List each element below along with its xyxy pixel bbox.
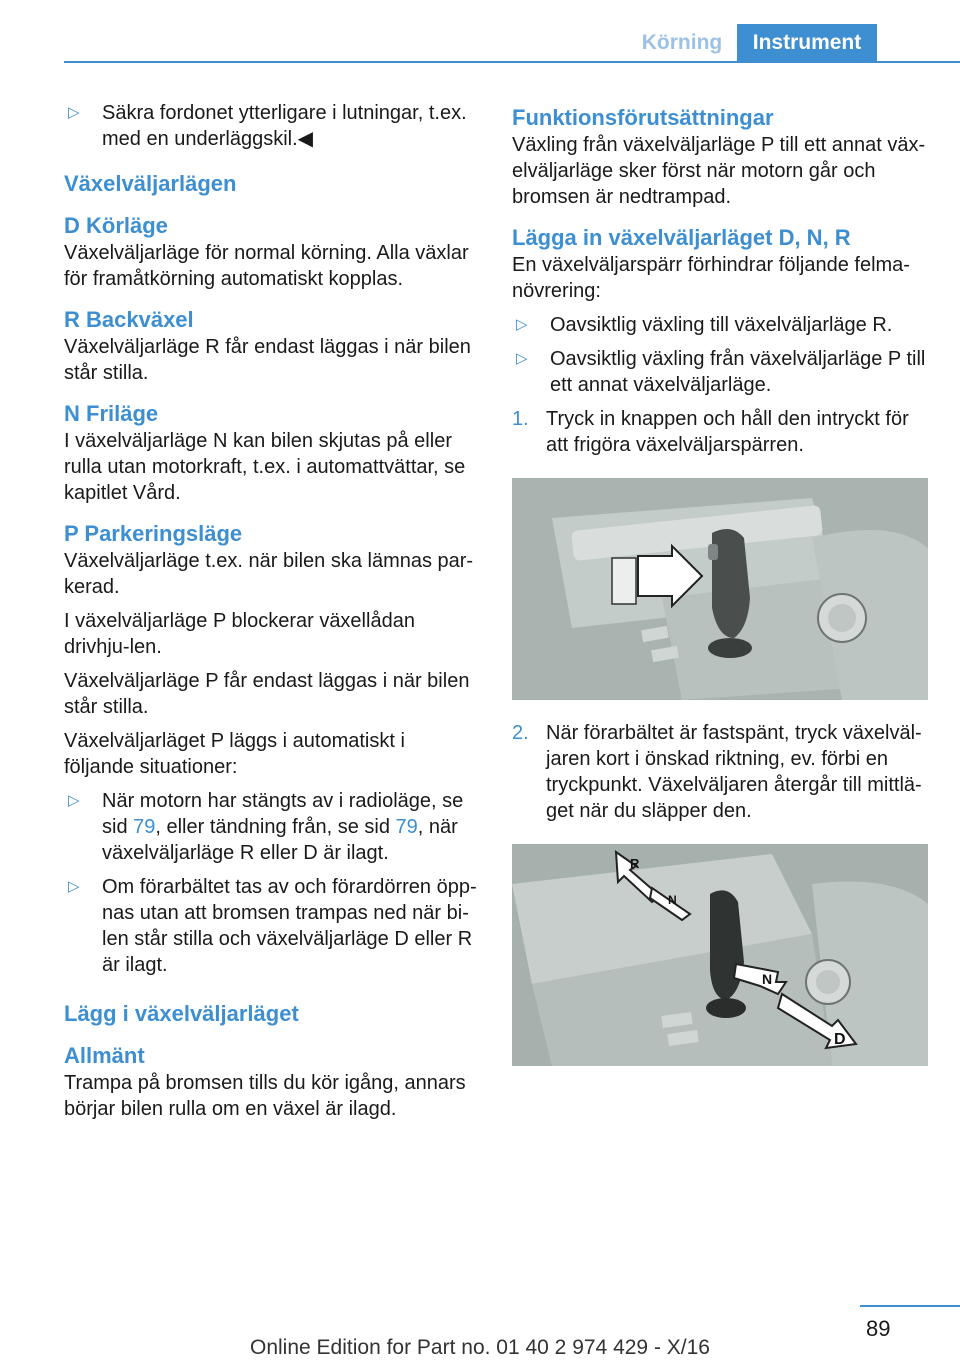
page-reference-link[interactable]: 79 <box>133 816 156 838</box>
step-text: Tryck in knappen och håll den intryckt för att frigöra växelväljarspärren. <box>546 408 909 456</box>
list-item-text: Säkra fordonet ytterligare i lutningar, t.ex. med en underläggskil.◀ <box>102 102 467 150</box>
list-item <box>512 312 928 338</box>
triangle-bullet-icon: ▷ <box>68 104 80 121</box>
heading-general: Allmänt <box>64 1043 145 1068</box>
heading-drive: D Körläge <box>64 213 168 238</box>
paragraph: Växelväljarläge för normal körning. Alla växlar för framåtkörning automatiskt kopplas. <box>64 242 469 290</box>
triangle-bullet-icon: ▷ <box>68 792 80 809</box>
heading-reverse: R Backväxel <box>64 307 194 332</box>
gear-selector-directions-illustration <box>512 844 928 1066</box>
gear-selector-unlock-image <box>512 478 928 700</box>
step-item <box>512 720 928 824</box>
list-item-text: Oavsiktlig växling till växelväljarläge R. <box>550 314 893 336</box>
step-number: 1. <box>512 408 529 430</box>
list-item-text: Om förarbältet tas av och förardörren öpp-nas utan att bromsen trampas ned när bi-len står stilla och växelväljarläge D eller R är ilagt. <box>102 876 477 976</box>
page-number: 89 <box>866 1316 891 1341</box>
paragraph: Växling från växelväljarläge P till ett annat väx-elväljarläge sker först när motorn går och bromsen är nedtrampad. <box>512 134 926 208</box>
heading-park: P Parkeringsläge <box>64 521 243 546</box>
gear-selector-unlock-illustration <box>512 478 928 700</box>
footer-rule <box>860 1305 960 1307</box>
step-text: När förarbältet är fastspänt, tryck växelväl-jaren kort i önskad riktning, ev. förbi en tryckpunkt. Växelväljaren återgår till mittlä-get när du släpper den. <box>546 722 922 822</box>
paragraph: Trampa på bromsen tills du kör igång, annars börjar bilen rulla om en växel är ilagd. <box>64 1072 466 1120</box>
header-chapter-tab: Instrument <box>737 24 877 62</box>
heading-engage: Lägg i växelväljarläget <box>64 1001 299 1026</box>
step-number: 2. <box>512 722 529 744</box>
page-reference-link[interactable]: 79 <box>395 816 418 838</box>
list-item <box>64 100 480 152</box>
right-column <box>512 100 928 1086</box>
paragraph: I växelväljarläge N kan bilen skjutas på eller rulla utan motorkraft, t.ex. i automattvättar, se kapitlet Vård. <box>64 430 466 504</box>
paragraph: I växelväljarläge P blockerar växellådan drivhju-len. <box>64 610 415 658</box>
paragraph: Växelväljarläget P läggs i automatiskt i följande situationer: <box>64 730 405 778</box>
triangle-bullet-icon: ▷ <box>516 316 528 333</box>
direction-n-label: N <box>668 893 677 907</box>
heading-neutral: N Friläge <box>64 401 159 426</box>
left-column <box>64 100 480 1130</box>
paragraph: Växelväljarläge R får endast läggas i när bilen står stilla. <box>64 336 471 384</box>
list-item <box>512 346 928 398</box>
step-item <box>512 406 928 458</box>
paragraph: En växelväljarspärr förhindrar följande felma-növrering: <box>512 254 910 302</box>
heading-engage-dnr: Lägga in växelväljarläget D, N, R <box>512 225 851 250</box>
triangle-bullet-icon: ▷ <box>68 878 80 895</box>
list-item-text: När motorn har stängts av i radioläge, se sid 79, eller tändning från, se sid 79, när växelväljarläge R eller D är ilagt. <box>102 790 464 864</box>
gear-selector-directions-image <box>512 844 928 1066</box>
heading-selector-positions: Växelväljarlägen <box>64 171 237 196</box>
list-item-text: Oavsiktlig växling från växelväljarläge P till ett annat växelväljarläge. <box>550 348 926 396</box>
list-item <box>64 788 480 866</box>
direction-r-label: R <box>630 856 640 871</box>
header-section-tab: Körning <box>641 31 723 54</box>
header-rule <box>64 61 960 63</box>
heading-function-requirements: Funktionsförutsättningar <box>512 105 774 130</box>
direction-d-label: D <box>834 1031 846 1048</box>
list-item <box>64 874 480 978</box>
paragraph: Växelväljarläge P får endast läggas i när bilen står stilla. <box>64 670 470 718</box>
edition-footer: Online Edition for Part no. 01 40 2 974 429 - X/16 <box>250 1336 710 1359</box>
triangle-bullet-icon: ▷ <box>516 350 528 367</box>
direction-n-label: N <box>762 971 773 987</box>
paragraph: Växelväljarläge t.ex. när bilen ska lämnas par-kerad. <box>64 550 474 598</box>
